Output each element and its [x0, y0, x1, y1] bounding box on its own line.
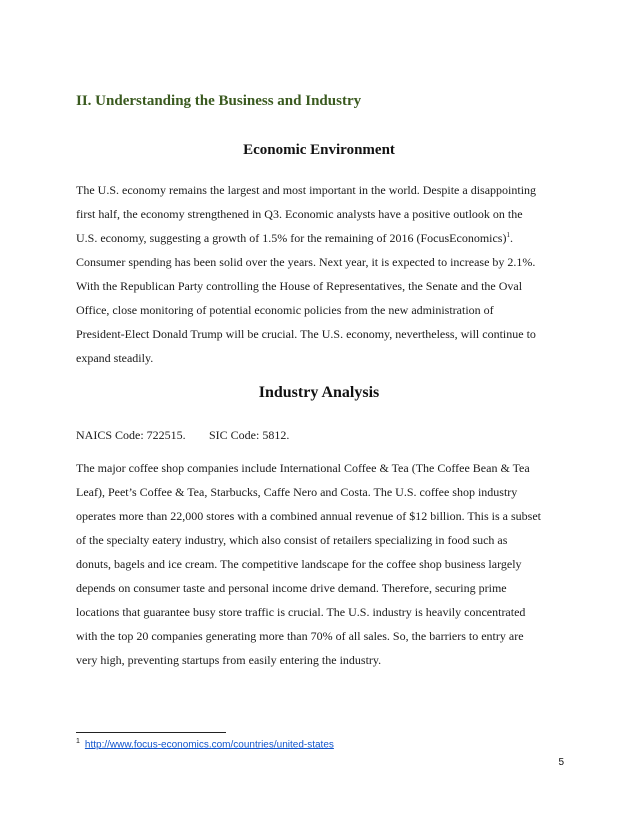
economic-environment-paragraph — [76, 178, 572, 370]
paragraph-line — [76, 226, 572, 250]
industry-analysis-heading: Industry Analysis — [258, 384, 380, 401]
footnote-marker: 1 — [76, 738, 80, 745]
paragraph-line: of the specialty eatery industry, which also consist of retailers specializing in food such as — [76, 533, 508, 547]
sic-code: SIC Code: 5812. — [209, 428, 290, 442]
page-number: 5 — [558, 757, 564, 768]
footnote-divider — [76, 732, 226, 733]
paragraph-line: With the Republican Party controlling the House of Representatives, the Senate and the Oval — [76, 279, 523, 293]
paragraph-line: The U.S. economy remains the largest and most important in the world. Despite a disappointing — [76, 183, 537, 197]
paragraph-line: depends on consumer taste and personal income drive demand. Therefore, securing prime — [76, 581, 507, 595]
naics-code: NAICS Code: 722515. — [76, 428, 186, 442]
section-heading: II. Understanding the Business and Industry — [76, 93, 362, 109]
paragraph-line: President-Elect Donald Trump will be crucial. The U.S. economy, nevertheless, will continue to — [76, 327, 536, 341]
paragraph-line-text: U.S. economy, suggesting a growth of 1.5% for the remaining of 2016 (FocusEconomics) — [76, 231, 507, 245]
paragraph-line: operates more than 22,000 stores with a combined annual revenue of $12 billion. This is a subset — [76, 509, 542, 523]
footnote-link[interactable]: http://www.focus-economics.com/countries/united-states — [84, 739, 334, 751]
paragraph-line: very high, preventing startups from easily entering the industry. — [76, 653, 382, 667]
paragraph-line: The major coffee shop companies include International Coffee & Tea (The Coffee Bean & Tea — [76, 461, 530, 475]
paragraph-line: Leaf), Peet’s Coffee & Tea, Starbucks, Caffe Nero and Costa. The U.S. coffee shop industry — [76, 485, 518, 499]
footnote-reference[interactable]: 1 — [506, 231, 510, 239]
paragraph-line: expand steadily. — [76, 351, 154, 365]
footnote — [76, 738, 334, 750]
paragraph-line: with the top 20 companies generating more than 70% of all sales. So, the barriers to entry are — [76, 629, 524, 643]
paragraph-line: locations that guarantee busy store traffic is crucial. The U.S. industry is heavily concentrated — [76, 605, 526, 619]
paragraph-line: Office, close monitoring of potential economic policies from the new administration of — [76, 303, 494, 317]
industry-codes — [76, 428, 290, 443]
footnote-reference-punctuation: . — [509, 231, 513, 245]
paragraph-line: Consumer spending has been solid over the years. Next year, it is expected to increase by 2.1%. — [76, 255, 536, 269]
economic-environment-heading: Economic Environment — [243, 142, 395, 158]
paragraph-line: donuts, bagels and ice cream. The competitive landscape for the coffee shop business largely — [76, 557, 522, 571]
paragraph-line: first half, the economy strengthened in Q3. Economic analysts have a positive outlook on the — [76, 207, 523, 221]
industry-analysis-paragraph — [76, 456, 572, 672]
